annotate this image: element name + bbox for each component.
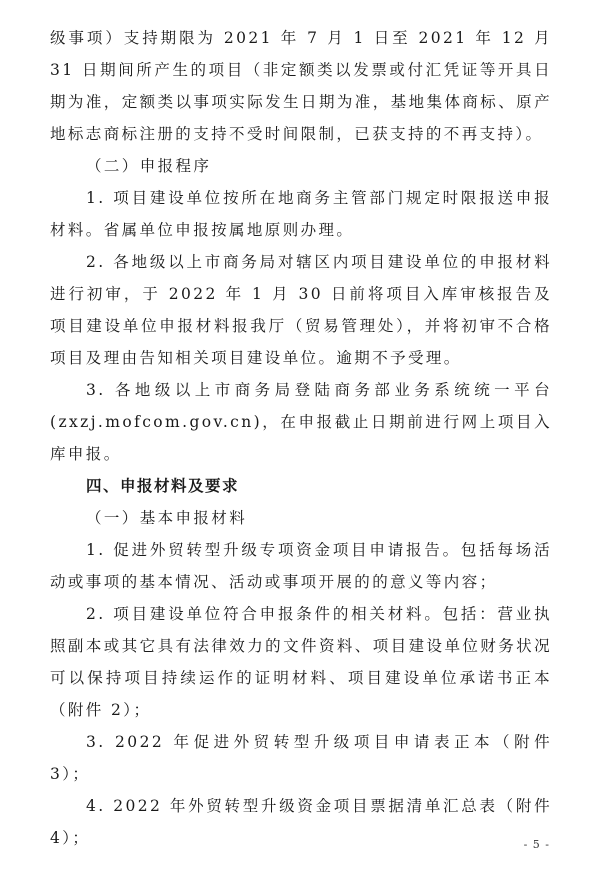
materials-item-3: 3. 2022 年促进外贸转型升级项目申请表正本（附件 3）；	[50, 733, 552, 783]
subheading-basic-materials: （一）基本申报材料	[86, 509, 248, 527]
materials-item-2: 2. 项目建设单位符合申报条件的相关材料。包括：营业执照副本或其它具有法律效力的文件资料、项目建设单位财务状况可以保持项目持续运作的证明材料、项目建设单位承诺书正本（附件 2）；	[50, 605, 552, 719]
materials-item-1: 1. 促进外贸转型升级专项资金项目申请报告。包括每场活动或事项的基本情况、活动或事项开展的的意义等内容；	[50, 541, 552, 591]
materials-item-4: 4. 2022 年外贸转型升级资金项目票据清单汇总表（附件 4）；	[50, 797, 552, 847]
subheading-application-procedure: （二）申报程序	[86, 157, 212, 175]
paragraph-support-period: 级事项）支持期限为 2021 年 7 月 1 日至 2021 年 12 月 31 日期间所产生的项目（非定额类以发票或付汇凭证等开具日期为准，定额类以事项实际发生日期为准，基地集体商标、原产地标志商标注册的支持不受时间限制，已获支持的不再支持）。	[50, 29, 552, 143]
procedure-item-2: 2. 各地级以上市商务局对辖区内项目建设单位的申报材料进行初审，于 2022 年 1 月 30 日前将项目入库审核报告及项目建设单位申报材料报我厅（贸易管理处），并将初审不合格项目及理由告知相关项目建设单位。逾期不予受理。	[50, 253, 552, 367]
procedure-item-1: 1. 项目建设单位按所在地商务主管部门规定时限报送申报材料。省属单位申报按属地原则办理。	[50, 189, 552, 239]
page-number: - 5 -	[523, 838, 550, 851]
document-body	[50, 22, 552, 854]
procedure-item-3: 3. 各地级以上市商务局登陆商务部业务系统统一平台(zxzj.mofcom.gov.cn)，在申报截止日期前进行网上项目入库申报。	[50, 381, 552, 463]
section-heading-materials: 四、申报材料及要求	[86, 477, 240, 495]
